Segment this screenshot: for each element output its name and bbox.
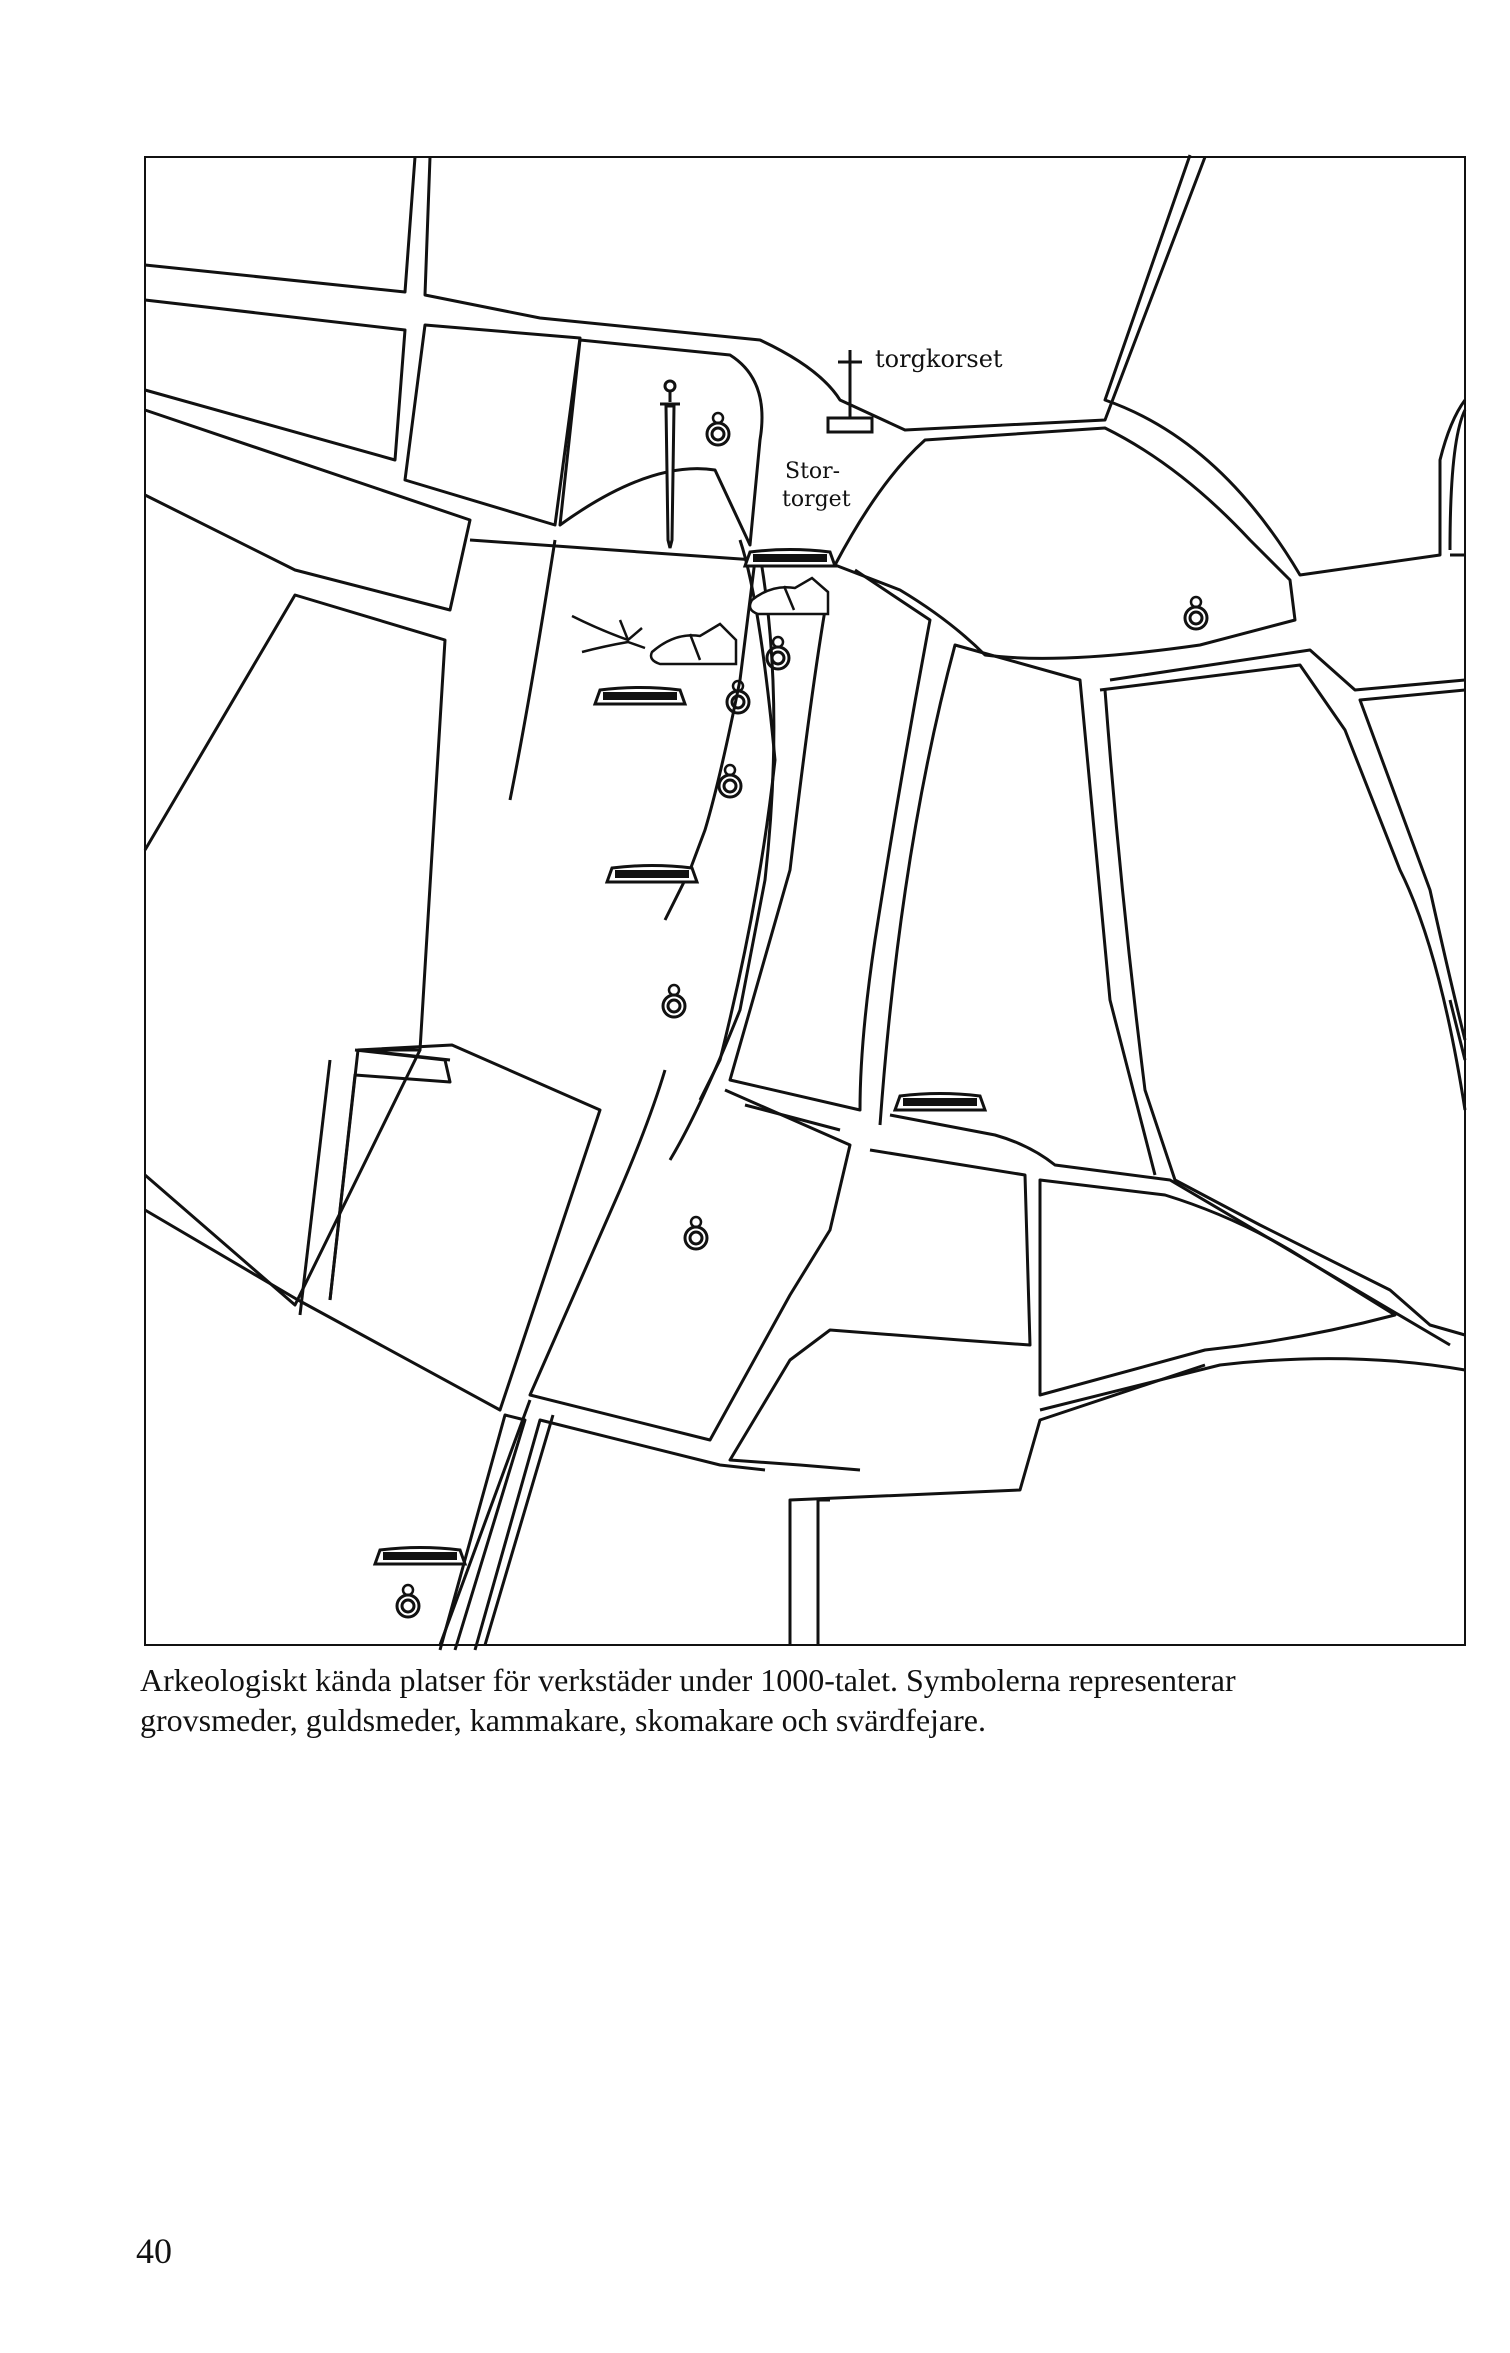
gold-ring-icon bbox=[685, 1217, 707, 1249]
block bbox=[300, 1060, 330, 1315]
block bbox=[730, 570, 930, 1110]
block bbox=[145, 595, 445, 1050]
sword-icon bbox=[660, 381, 680, 548]
block bbox=[890, 1115, 1450, 1345]
block bbox=[745, 1105, 840, 1130]
block bbox=[510, 540, 555, 800]
tongs-icon bbox=[572, 616, 645, 652]
label-stortorget-1: Stor- bbox=[785, 459, 841, 484]
block bbox=[145, 1050, 420, 1305]
comb-icon bbox=[375, 1548, 465, 1565]
block bbox=[330, 1050, 450, 1300]
shoe-icon bbox=[750, 578, 828, 614]
shoe-icon bbox=[651, 624, 736, 664]
street-blocks bbox=[145, 155, 1465, 1650]
block bbox=[145, 157, 415, 292]
block bbox=[560, 340, 762, 545]
gold-ring-icon bbox=[719, 765, 741, 797]
caption-line-1: Arkeologiskt kända platser för verkstäder under 1000-talet. Symbolerna representerar bbox=[140, 1662, 1236, 1698]
gold-ring-icon bbox=[707, 413, 729, 445]
gold-ring-icon bbox=[397, 1585, 419, 1617]
label-torgkorset: torgkorset bbox=[875, 345, 1003, 373]
block bbox=[730, 1150, 1030, 1470]
block bbox=[1105, 155, 1465, 575]
block bbox=[425, 157, 1205, 430]
comb-icon bbox=[595, 688, 685, 705]
block bbox=[1105, 690, 1465, 1335]
block bbox=[1360, 690, 1465, 1040]
block bbox=[145, 1045, 600, 1410]
caption-line-2: grovsmeder, guldsmeder, kammakare, skomakare och svärdfejare. bbox=[140, 1702, 986, 1738]
block bbox=[1450, 410, 1465, 550]
figure-caption bbox=[140, 1660, 1470, 1740]
block bbox=[1040, 1180, 1395, 1395]
comb-icon bbox=[607, 866, 697, 883]
block bbox=[440, 1400, 530, 1645]
gold-ring-icon bbox=[663, 985, 685, 1017]
block bbox=[145, 410, 470, 610]
label-stortorget-2: torget bbox=[782, 487, 851, 512]
block bbox=[470, 540, 755, 920]
block bbox=[1040, 1359, 1465, 1410]
block bbox=[835, 428, 1295, 658]
comb-icon bbox=[895, 1094, 985, 1111]
comb-icon bbox=[745, 550, 835, 567]
block bbox=[818, 1500, 830, 1645]
block bbox=[1100, 665, 1465, 1110]
block bbox=[405, 325, 580, 525]
page-number: 40 bbox=[136, 2231, 172, 2271]
block bbox=[1110, 650, 1465, 690]
gold-ring-icon bbox=[1185, 597, 1207, 629]
map-frame bbox=[145, 157, 1465, 1645]
block bbox=[145, 300, 405, 460]
block bbox=[790, 1365, 1205, 1645]
